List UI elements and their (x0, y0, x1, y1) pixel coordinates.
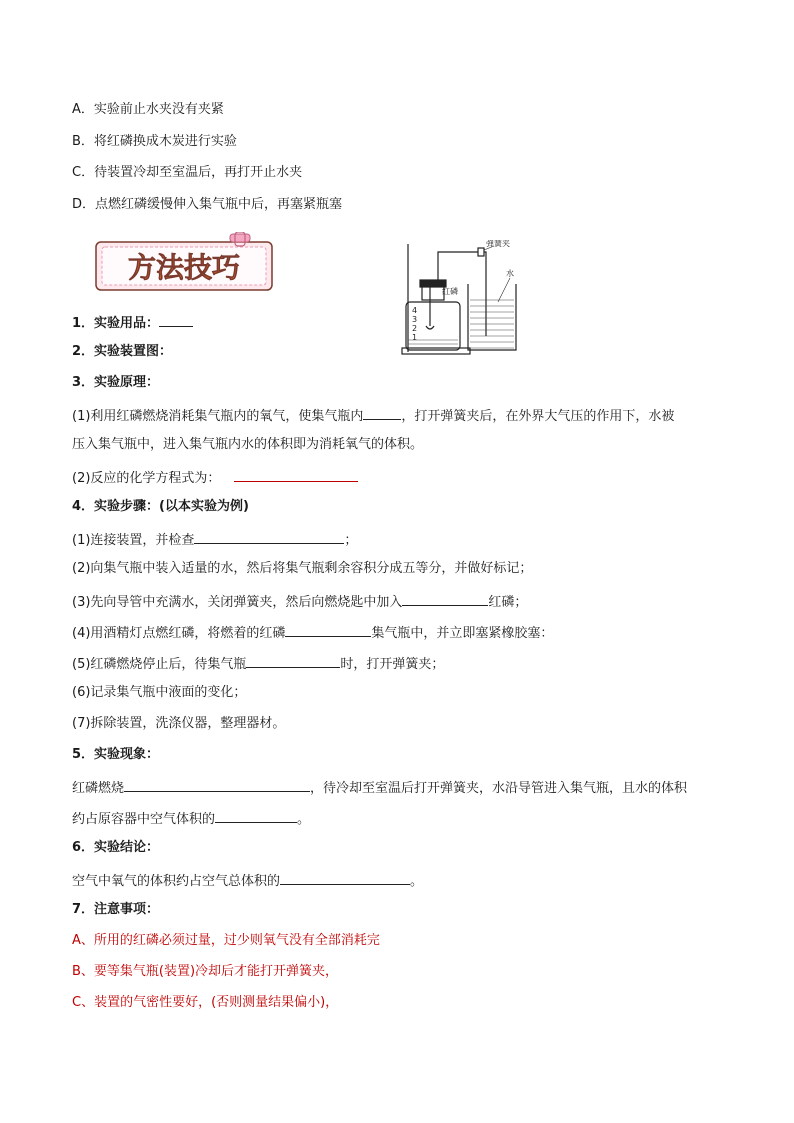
phenomenon-line-2 (72, 808, 310, 829)
step-1 (72, 529, 357, 550)
section-5-title: 5．实验现象： (72, 747, 160, 762)
text-segment: 。 (297, 812, 311, 827)
section-3-title: 3．实验原理： (72, 375, 160, 390)
text-segment: 时，打开弹簧夹； (340, 657, 445, 672)
text-segment: (5)红磷燃烧停止后，待集气瓶 (72, 657, 247, 672)
step-6: (6)记录集气瓶中液面的变化； (72, 685, 247, 700)
text-segment: (1)利用红磷燃烧消耗集气瓶内的氧气，使集气瓶内 (72, 409, 364, 424)
note-b: B、要等集气瓶(装置)冷却后才能打开弹簧夹， (72, 964, 339, 979)
step-5 (72, 653, 444, 674)
option-c: C．待装置冷却至室温后，再打开止水夹 (72, 165, 303, 180)
water-label: 水 (506, 269, 514, 278)
answer-blank[interactable] (124, 777, 310, 792)
text-segment: 红磷燃烧 (72, 781, 125, 796)
section-7-title: 7．注意事项： (72, 902, 160, 917)
answer-blank[interactable] (215, 808, 297, 823)
answer-blank[interactable] (194, 529, 344, 544)
option-a: A．实验前止水夹没有夹紧 (72, 102, 224, 117)
answer-blank[interactable] (246, 653, 340, 668)
text-segment: ，待冷却至室温后打开弹簧夹，水沿导管进入集气瓶，且水的体积 (310, 781, 688, 796)
principle-1-line-1 (72, 405, 674, 426)
method-tips-banner (90, 232, 282, 296)
answer-blank[interactable] (159, 312, 193, 327)
text-segment: 空气中氧气的体积约占空气总体积的 (72, 874, 281, 889)
text-segment: 约占原容器中空气体积的 (72, 812, 216, 827)
text-segment: 集气瓶中，并立即塞紧橡胶塞： (371, 626, 554, 641)
scale-mark: 2 (412, 324, 418, 333)
text-segment: ； (344, 533, 358, 548)
red-phosphorus-label: 红磷 (442, 287, 458, 296)
answer-blank[interactable] (363, 405, 401, 420)
option-b: B．将红磷换成木炭进行实验 (72, 134, 237, 149)
spring-clip-label: 弹簧夹 (486, 240, 510, 248)
section-2-title: 2．实验装置图： (72, 344, 173, 359)
text-segment: 。 (410, 874, 424, 889)
text-segment: (2)反应的化学方程式为： (72, 471, 221, 486)
phenomenon-line-1 (72, 777, 687, 798)
option-d: D．点燃红磷缓慢伸入集气瓶中后，再塞紧瓶塞 (72, 197, 343, 212)
answer-blank[interactable] (402, 591, 488, 606)
scale-mark: 4 (412, 306, 418, 315)
text-segment: (4)用酒精灯点燃红磷，将燃着的红磷 (72, 626, 286, 641)
answer-blank[interactable] (234, 467, 358, 482)
step-2: (2)向集气瓶中装入适量的水，然后将集气瓶剩余容积分成五等分，并做好标记； (72, 561, 533, 576)
section-6-title: 6．实验结论： (72, 840, 160, 855)
text-segment: (3)先向导管中充满水，关闭弹簧夹，然后向燃烧匙中加入 (72, 595, 403, 610)
step-7: (7)拆除装置，洗涤仪器，整理器材。 (72, 716, 286, 731)
principle-2 (72, 467, 358, 488)
section-4-title: 4．实验步骤：(以本实验为例) (72, 499, 249, 514)
scale-mark: 1 (412, 333, 418, 342)
step-4 (72, 622, 553, 643)
text-segment: ，打开弹簧夹后，在外界大气压的作用下，水被 (401, 409, 675, 424)
text-segment: (1)连接装置，并检查 (72, 533, 195, 548)
section-1-title: 1．实验用品： (72, 316, 160, 331)
answer-blank[interactable] (280, 870, 410, 885)
banner-title: 方法技巧 (127, 251, 241, 284)
apparatus-diagram (398, 240, 528, 360)
answer-blank[interactable] (285, 622, 371, 637)
conclusion (72, 870, 423, 891)
note-a: A、所用的红磷必须过量，过少则氧气没有全部消耗完 (72, 933, 380, 948)
text-segment: 红磷； (488, 595, 528, 610)
section-1 (72, 312, 193, 333)
note-c: C、装置的气密性要好，(否则测量结果偏小)， (72, 995, 339, 1010)
step-3 (72, 591, 527, 612)
scale-mark: 3 (412, 315, 418, 324)
principle-1-line-2: 压入集气瓶中，进入集气瓶内水的体积即为消耗氧气的体积。 (72, 437, 424, 452)
